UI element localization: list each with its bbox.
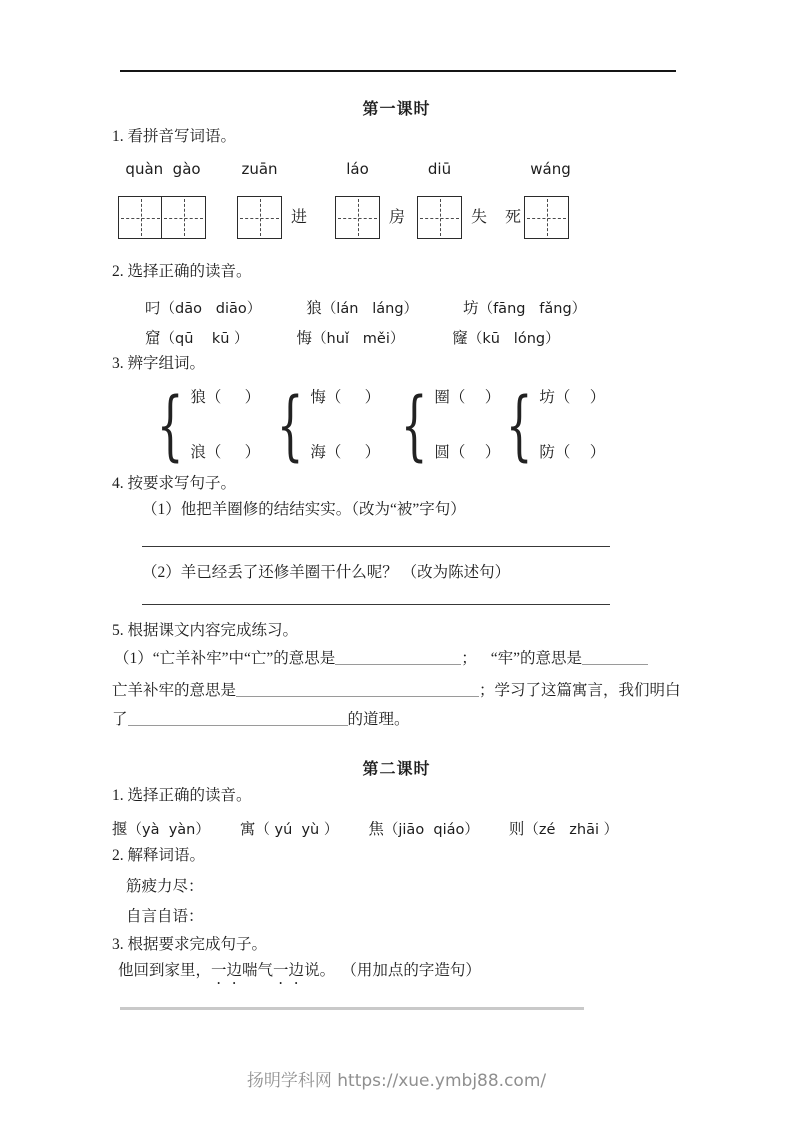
hanzi-character: 焦	[368, 821, 384, 838]
sentence-note: （用加点的字造句）	[349, 962, 481, 979]
pinyin-options: （qū kū ）	[160, 331, 249, 347]
pinyin-label: quàn gào	[125, 160, 201, 178]
pinyin-label: láo	[346, 160, 369, 178]
given-character: 死	[505, 209, 522, 226]
blank-underline	[582, 664, 648, 665]
word-blank: 浪（ ）	[190, 444, 261, 461]
brace-column	[190, 388, 260, 462]
pinyin-options: （kū lóng）	[467, 331, 560, 347]
write-box-row	[505, 196, 569, 239]
write-box-row	[335, 196, 405, 239]
hanzi-character: 悔	[296, 330, 313, 347]
fill-text: 的道理。	[347, 711, 410, 728]
sentence-text: 说。	[304, 962, 336, 979]
l1-q4-label: 4. 按要求写句子。	[112, 475, 237, 492]
word-blank: 圈（ ）	[434, 389, 501, 406]
write-box-row	[237, 196, 307, 239]
word-blank: 狼（ ）	[190, 389, 261, 406]
brace-icon	[277, 387, 304, 463]
l1-q4-item1: （1）他把羊圈修的结结实实。（改为“被”字句）	[142, 501, 466, 518]
pron-item	[452, 326, 559, 348]
l1-q2-row1	[145, 296, 586, 318]
pron-item	[145, 296, 261, 318]
fill-text: ；	[461, 650, 477, 667]
writing-grid-box	[118, 196, 163, 239]
lesson2-title: 第二课时	[362, 761, 431, 778]
answer-line	[142, 604, 610, 605]
pinyin-box-section	[0, 160, 793, 244]
l2-q3-sentence	[118, 962, 481, 988]
word-blank: 坊（ ）	[539, 389, 606, 406]
pron-item	[240, 817, 339, 839]
blank-underline	[128, 725, 348, 726]
sentence-text: 他回到家里，	[118, 962, 212, 979]
hanzi-character: 寓	[239, 821, 256, 838]
l1-q5-line3	[112, 711, 410, 730]
writing-grid-box	[237, 196, 282, 239]
fill-text: 了	[112, 711, 128, 728]
pron-item	[368, 817, 479, 839]
hanzi-character: 揠	[112, 821, 128, 838]
brace-icon	[401, 387, 428, 463]
brace-group-2	[266, 383, 380, 467]
l1-q1-label: 1. 看拼音写词语。	[112, 128, 237, 145]
writing-grid-box	[524, 196, 569, 239]
pinyin-options: （jiāo qiáo）	[383, 822, 479, 838]
blank-underline	[236, 696, 479, 697]
writing-grid-box	[161, 196, 206, 239]
pron-item	[112, 817, 210, 839]
sentence-dotted-text: 一边	[211, 962, 243, 979]
word-blank: 悔（ ）	[310, 389, 381, 406]
l1-q4-item2: （2）羊已经丢了还修羊圈干什么呢？ （改为陈述句）	[142, 564, 511, 581]
sentence-text: 喘气	[242, 962, 274, 979]
brace-group-3	[390, 383, 500, 467]
hanzi-character: 狼	[306, 300, 322, 317]
l1-q2-row2	[145, 326, 560, 348]
brace-group-1	[146, 383, 260, 467]
given-character: 房	[389, 209, 406, 226]
l1-q2-label: 2. 选择正确的读音。	[112, 263, 252, 280]
hanzi-character: 叼	[145, 300, 161, 317]
pron-item	[297, 326, 405, 348]
word-blank: 海（ ）	[310, 444, 381, 461]
hanzi-character: 窿	[452, 330, 468, 347]
l2-q3-label: 3. 根据要求完成句子。	[112, 936, 268, 953]
pron-item	[509, 817, 618, 839]
sentence-dotted-text: 一边	[273, 962, 305, 979]
fill-text: 亡羊补牢的意思是	[112, 682, 237, 699]
answer-line-gray	[120, 1007, 584, 1010]
l1-q5-line2	[112, 682, 681, 701]
brace-icon	[157, 387, 184, 463]
l2-q2-label: 2. 解释词语。	[112, 847, 206, 864]
word-blank: 圆（ ）	[434, 444, 501, 461]
l2-q2-word1: 筋疲力尽：	[126, 878, 204, 895]
hanzi-character: 则	[508, 821, 525, 838]
writing-grid-box	[335, 196, 380, 239]
pinyin-options: （zé zhāi ）	[524, 822, 619, 838]
writing-grid-box	[417, 196, 462, 239]
pinyin-options: （ yú yù ）	[255, 822, 339, 838]
write-box-row	[417, 196, 487, 239]
blank-underline	[335, 664, 461, 665]
pron-item	[145, 326, 249, 348]
brace-column	[539, 388, 605, 462]
top-divider	[120, 70, 676, 72]
fill-text: ；学习了这篇寓言，我们明白	[479, 682, 681, 699]
pinyin-label: wáng	[530, 160, 571, 178]
pinyin-options: （fāng fǎng）	[478, 301, 587, 317]
l1-q5-line1	[114, 650, 648, 669]
pinyin-options: （huǐ měi）	[312, 331, 405, 347]
answer-line	[142, 546, 610, 547]
l1-q5-label: 5. 根据课文内容完成练习。	[112, 622, 299, 639]
l2-q1-row	[112, 817, 618, 839]
l2-q1-label: 1. 选择正确的读音。	[112, 787, 252, 804]
brace-column	[434, 388, 500, 462]
brace-group-4	[495, 383, 605, 467]
brace-icon	[506, 387, 533, 463]
site-footer: 扬明学科网 https://xue.ymbj88.com/	[246, 1071, 547, 1091]
pron-item	[463, 296, 586, 318]
brace-section	[0, 383, 793, 467]
word-blank: 防（ ）	[539, 444, 606, 461]
pinyin-options: （dāo diāo）	[160, 301, 262, 317]
pron-item	[306, 296, 418, 318]
given-character: 失	[471, 209, 488, 226]
fill-text: （1）“亡羊补牢”中“亡”的意思是	[114, 650, 336, 667]
l1-q3-label: 3. 辨字组词。	[112, 355, 206, 372]
fill-text: “牢”的意思是	[490, 650, 583, 667]
write-box-row	[118, 196, 206, 239]
brace-column	[310, 388, 380, 462]
pinyin-label: zuān	[241, 160, 278, 178]
given-character: 进	[291, 209, 308, 226]
pinyin-label: diū	[427, 160, 452, 178]
hanzi-character: 坊	[463, 300, 479, 317]
hanzi-character: 窟	[145, 330, 161, 347]
l2-q2-word2: 自言自语：	[126, 908, 204, 925]
pinyin-options: （yà yàn）	[127, 822, 210, 838]
lesson1-title: 第一课时	[362, 101, 431, 118]
pinyin-options: （lán láng）	[321, 301, 419, 317]
